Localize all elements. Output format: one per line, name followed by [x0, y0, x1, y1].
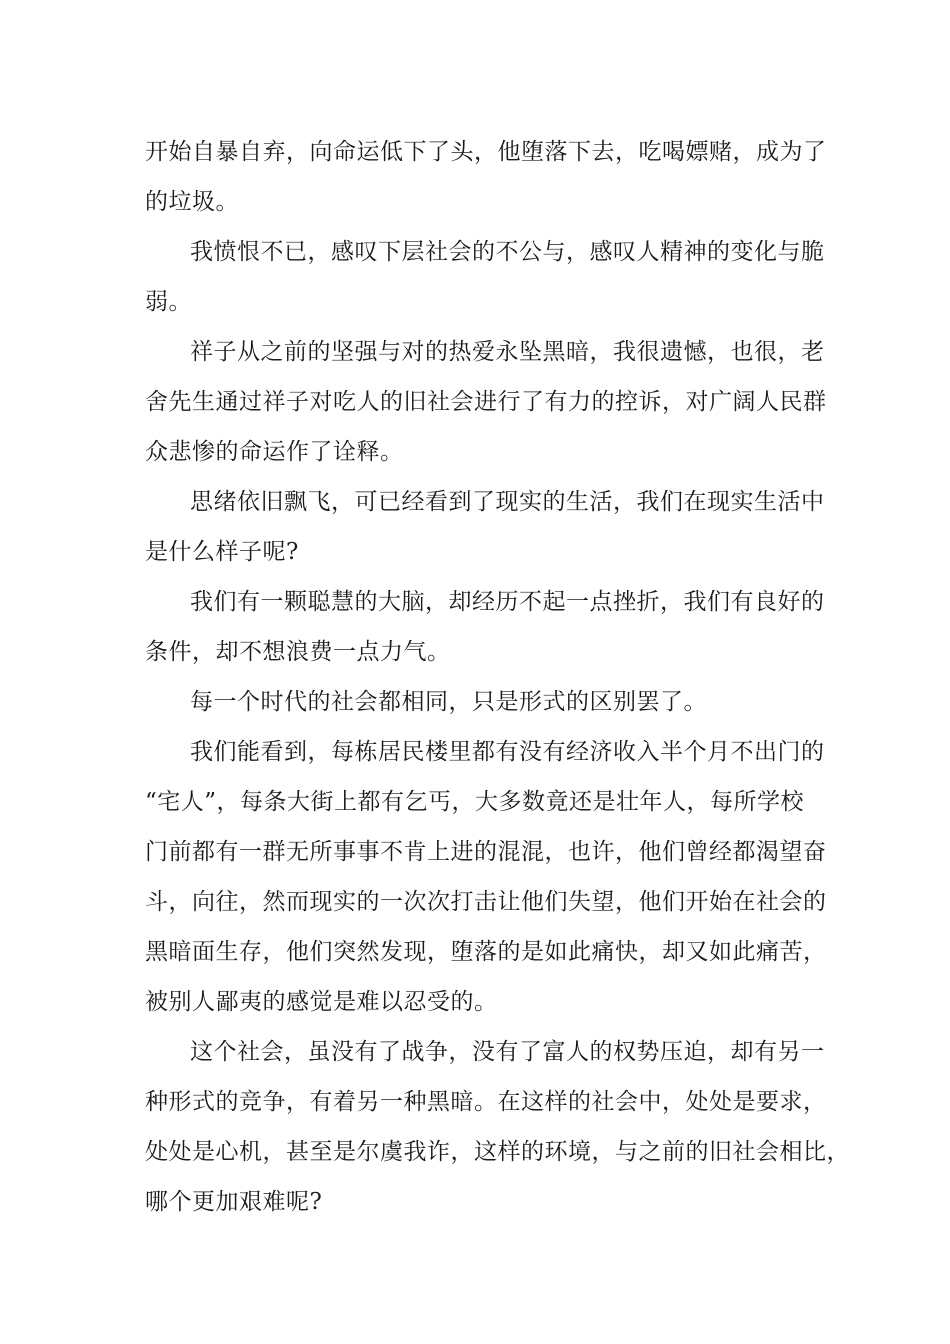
text-line: 处处是心机，甚至是尔虞我诈，这样的环境，与之前的旧社会相比，: [145, 1139, 850, 1165]
text-line: 我们能看到，每栋居民楼里都有没有经济收入半个月不出门的: [190, 739, 825, 765]
text-line: 我们有一颗聪慧的大脑，却经历不起一点挫折，我们有良好的: [190, 589, 825, 615]
text-line: 是什么样子呢?: [145, 539, 299, 565]
text-line: 种形式的竞争，有着另一种黑暗。在这样的社会中，处处是要求，: [145, 1089, 827, 1115]
text-line: 众悲惨的命运作了诠释。: [145, 439, 404, 465]
text-line: 条件，却不想浪费一点力气。: [145, 639, 451, 665]
text-line: 被别人鄙夷的感觉是难以忍受的。: [145, 989, 498, 1015]
text-line: 思绪依旧飘飞，可已经看到了现实的生活，我们在现实生活中: [190, 489, 825, 515]
text-line: 弱。: [145, 289, 192, 315]
text-line: 的垃圾。: [145, 189, 239, 215]
text-line: 祥子从之前的坚强与对的热爱永坠黑暗，我很遗憾，也很，老: [190, 339, 825, 365]
text-line: 我愤恨不已，感叹下层社会的不公与，感叹人精神的变化与脆: [190, 239, 825, 265]
text-line: 这个社会，虽没有了战争，没有了富人的权势压迫，却有另一: [190, 1039, 825, 1065]
text-line: 门前都有一群无所事事不肯上进的混混，也许，他们曾经都渴望奋: [145, 839, 827, 865]
text-line: 斗，向往，然而现实的一次次打击让他们失望，他们开始在社会的: [145, 889, 827, 915]
text-line: 舍先生通过祥子对吃人的旧社会进行了有力的控诉，对广阔人民群: [145, 389, 827, 415]
text-line: 每一个时代的社会都相同，只是形式的区别罢了。: [190, 689, 707, 715]
text-line: 黑暗面生存，他们突然发现，堕落的是如此痛快，却又如此痛苦，: [145, 939, 827, 965]
text-line: 开始自暴自弃，向命运低下了头，他堕落下去，吃喝嫖赌，成为了: [145, 139, 827, 165]
text-line: “宅人”，每条大街上都有乞丐，大多数竟还是壮年人，每所学校: [145, 789, 805, 815]
text-line: 哪个更加艰难呢?: [145, 1189, 323, 1215]
